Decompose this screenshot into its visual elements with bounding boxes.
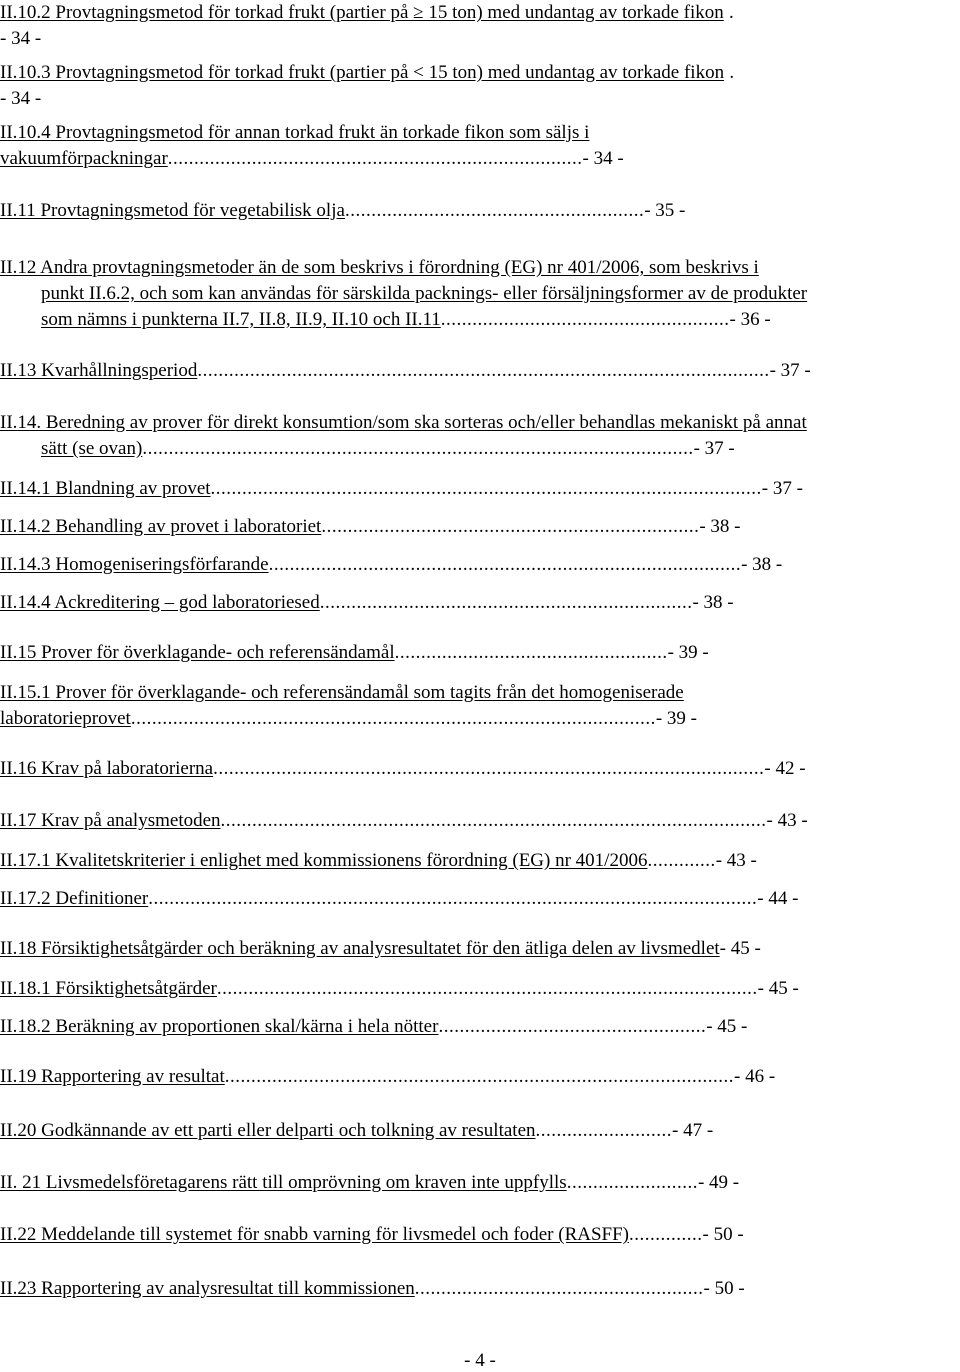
toc-entry-title[interactable]: II.17.2 Definitioner: [0, 888, 149, 909]
toc-entry[interactable]: [0, 1276, 745, 1302]
toc-entry-line: [0, 1118, 713, 1144]
toc-entry-title[interactable]: II.13 Kvarhållningsperiod: [0, 360, 198, 381]
toc-entry-line: [0, 60, 735, 86]
toc-entry[interactable]: [0, 476, 803, 502]
toc-entry-line: [0, 281, 807, 307]
toc-page-number: - 42 -: [764, 758, 806, 779]
toc-entry-line: [0, 886, 798, 912]
toc-leader-dots: .........................................................................................................: [213, 758, 765, 779]
toc-entry-title[interactable]: II.19 Rapportering av resultat: [0, 1066, 225, 1087]
toc-entry-title[interactable]: vakuumförpackningar: [0, 148, 168, 169]
toc-entry-line: [0, 1170, 739, 1196]
toc-entry[interactable]: [0, 848, 757, 874]
toc-leader-dots: ..............: [629, 1224, 703, 1245]
toc-page-number: - 37 -: [693, 438, 735, 459]
toc-entry-line: [0, 808, 808, 834]
toc-entry-line: [0, 436, 807, 462]
toc-page-number: - 39 -: [667, 642, 709, 663]
toc-entry-line: [0, 848, 757, 874]
toc-entry-title[interactable]: II.22 Meddelande till systemet för snabb varning för livsmedel och foder (RASFF): [0, 1224, 629, 1245]
toc-page-number: - 43 -: [715, 850, 757, 871]
toc-entry-title[interactable]: II.17.1 Kvalitetskriterier i enlighet med kommissionens förordning (EG) nr 401/2006: [0, 850, 648, 871]
toc-entry-title[interactable]: II.10.4 Provtagningsmetod för annan torkad frukt än torkade fikon som säljs i: [0, 122, 590, 143]
toc-entry-line: [0, 1014, 747, 1040]
toc-page-number: - 37 -: [761, 478, 803, 499]
toc-leader-dots: .........................................................................................................: [210, 478, 762, 499]
toc-entry-title[interactable]: II.10.3 Provtagningsmetod för torkad frukt (partier på < 15 ton) med undantag av torkade fikon: [0, 62, 725, 83]
toc-entry-line: [0, 640, 709, 666]
toc-entry[interactable]: [0, 1014, 747, 1040]
toc-entry[interactable]: [0, 808, 808, 834]
toc-entry[interactable]: [0, 1118, 713, 1144]
toc-entry-line: [0, 146, 624, 172]
toc-entry-line: [0, 120, 624, 146]
toc-leader-dots: .........................................................: [344, 200, 645, 221]
toc-entry-title[interactable]: sätt (se ovan): [41, 438, 143, 459]
toc-entry-line: [0, 1064, 775, 1090]
toc-leader-dots: ..........................: [535, 1120, 673, 1141]
toc-entry[interactable]: [0, 0, 734, 52]
toc-entry-title[interactable]: II.12 Andra provtagningsmetoder än de som beskrivs i förordning (EG) nr 401/2006, som beskrivs i: [0, 257, 759, 278]
toc-entry-line: [0, 0, 734, 26]
toc-leader-dots: .......................................................................: [319, 592, 693, 613]
toc-entry-title[interactable]: II.14.1 Blandning av provet: [0, 478, 211, 499]
toc-entry[interactable]: [0, 1222, 744, 1248]
toc-leader-dots: .......................................................: [414, 1278, 704, 1299]
toc-leader-dots: ..........................................................................................: [268, 554, 742, 575]
toc-entry-line: [0, 1276, 745, 1302]
toc-leader-dots: ........................................................................................................: [220, 810, 767, 831]
toc-page-number: - 50 -: [702, 1224, 744, 1245]
toc-page-number: - 36 -: [729, 309, 771, 330]
toc-entry-line: [0, 198, 685, 224]
toc-page-number: - 35 -: [644, 200, 686, 221]
toc-entry[interactable]: [0, 120, 624, 172]
toc-leader-dots: .........................................................................................................: [142, 438, 694, 459]
toc-entry-title[interactable]: punkt II.6.2, och som kan användas för särskilda packnings- eller försäljningsformer av de produkter: [41, 283, 808, 304]
toc-page-number: - 39 -: [655, 708, 697, 729]
toc-leader-dots: .................................................................................................: [224, 1066, 735, 1087]
toc-entry-title[interactable]: II.18.2 Beräkning av proportionen skal/kärna i hela nötter: [0, 1016, 439, 1037]
toc-entry[interactable]: [0, 886, 798, 912]
toc-leader-dots: .: [723, 2, 735, 23]
toc-entry-line: [0, 590, 734, 616]
toc-entry[interactable]: [0, 358, 811, 384]
toc-leader-dots: ...............................................................................: [167, 148, 583, 169]
page-number-footer: - 4 -: [464, 1350, 496, 1371]
toc-leader-dots: ....................................................: [394, 642, 668, 663]
toc-entry-line: [0, 936, 761, 962]
toc-entry-title[interactable]: II.18 Försiktighetsåtgärder och beräkning av analysresultatet för den ätliga delen av livsmedlet: [0, 938, 720, 959]
toc-leader-dots: ....................................................................................................: [130, 708, 656, 729]
toc-entry[interactable]: [0, 255, 807, 333]
toc-page-number: - 45 -: [757, 978, 799, 999]
toc-entry-title[interactable]: laboratorieprovet: [0, 708, 131, 729]
toc-entry-title[interactable]: II. 21 Livsmedelsföretagarens rätt till omprövning om kraven inte uppfylls: [0, 1172, 567, 1193]
toc-leader-dots: ........................................................................: [321, 516, 700, 537]
toc-leader-dots: ...................................................: [438, 1016, 707, 1037]
toc-entry[interactable]: [0, 590, 734, 616]
toc-page-number: - 49 -: [697, 1172, 740, 1193]
toc-entry-line: [0, 476, 803, 502]
toc-leader-dots: .: [724, 62, 735, 83]
toc-entry-title[interactable]: II.14.4 Ackreditering – god laboratoriesed: [0, 592, 320, 613]
toc-page-number: - 34 -: [0, 28, 42, 49]
toc-entry-line: [0, 514, 740, 540]
toc-entry[interactable]: [0, 410, 807, 462]
toc-leader-dots: .........................: [566, 1172, 698, 1193]
toc-entry[interactable]: [0, 60, 735, 112]
toc-entry-line: [0, 255, 807, 281]
toc-leader-dots: .......................................................: [440, 309, 730, 330]
toc-page-number: - 34 -: [582, 148, 624, 169]
toc-leader-dots: .......................................................................................................: [216, 978, 758, 999]
toc-entry-title[interactable]: II.16 Krav på laboratorierna: [0, 758, 214, 779]
toc-page-number: - 44 -: [757, 888, 799, 909]
toc-entry-line: [0, 976, 799, 1002]
toc-entry[interactable]: [0, 680, 697, 732]
toc-entry-line: [0, 680, 697, 706]
toc-entry[interactable]: [0, 640, 709, 666]
toc-entry-title[interactable]: II.10.2 Provtagningsmetod för torkad frukt (partier på ≥ 15 ton) med undantag av torkade fikon: [0, 2, 724, 23]
toc-entry-title[interactable]: II.17 Krav på analysmetoden: [0, 810, 221, 831]
toc-page-number: - 47 -: [672, 1120, 714, 1141]
toc-entry[interactable]: [0, 1170, 739, 1196]
toc-entry-line: [0, 756, 806, 782]
toc-entry-line: [0, 552, 782, 578]
toc-page-number: - 45 -: [719, 938, 761, 959]
toc-page-number: - 38 -: [692, 592, 734, 613]
toc-page-number: - 34 -: [0, 88, 42, 109]
toc-entry[interactable]: [0, 976, 799, 1002]
toc-entry-line: [0, 307, 807, 333]
toc-leader-dots: .............................................................................................................: [197, 360, 770, 381]
toc-entry-line: [0, 410, 807, 436]
toc-entry-title[interactable]: II.14.2 Behandling av provet i laboratoriet: [0, 516, 322, 537]
toc-page-number: - 45 -: [706, 1016, 748, 1037]
toc-entry-title[interactable]: II.15 Prover för överklagande- och referensändamål: [0, 642, 395, 663]
toc-page-number: - 38 -: [699, 516, 741, 537]
toc-entry[interactable]: [0, 756, 806, 782]
toc-entry-line: [0, 1222, 744, 1248]
toc-entry-title[interactable]: som nämns i punkterna II.7, II.8, II.9, II.10 och II.11: [41, 309, 441, 330]
toc-page-number: - 43 -: [766, 810, 808, 831]
toc-leader-dots: ....................................................................................................................: [148, 888, 758, 909]
toc-page-number: - 50 -: [703, 1278, 745, 1299]
toc-entry[interactable]: [0, 514, 740, 540]
toc-entry-title[interactable]: II.15.1 Prover för överklagande- och referensändamål som tagits från det homogeniserade: [0, 682, 684, 703]
toc-entry[interactable]: [0, 1064, 775, 1090]
toc-entry-title[interactable]: II.23 Rapportering av analysresultat till kommissionen: [0, 1278, 415, 1299]
toc-entry-title[interactable]: II.14. Beredning av prover för direkt konsumtion/som ska sorteras och/eller behandlas mekaniskt på annat: [0, 412, 807, 433]
toc-entry-title[interactable]: II.11 Provtagningsmetod för vegetabilisk olja: [0, 200, 345, 221]
toc-entry-title[interactable]: II.18.1 Försiktighetsåtgärder: [0, 978, 217, 999]
toc-page-number: - 38 -: [741, 554, 783, 575]
toc-entry-line: [0, 706, 697, 732]
toc-entry[interactable]: [0, 198, 685, 224]
toc-page-number: - 37 -: [769, 360, 811, 381]
toc-entry[interactable]: [0, 936, 761, 962]
toc-entry-line: [0, 358, 811, 384]
toc-entry-title[interactable]: II.20 Godkännande av ett parti eller delparti och tolkning av resultaten: [0, 1120, 536, 1141]
toc-entry-title[interactable]: II.14.3 Homogeniseringsförfarande: [0, 554, 269, 575]
toc-entry[interactable]: [0, 552, 782, 578]
toc-page-number: - 46 -: [734, 1066, 776, 1087]
toc-leader-dots: .............: [647, 850, 716, 871]
